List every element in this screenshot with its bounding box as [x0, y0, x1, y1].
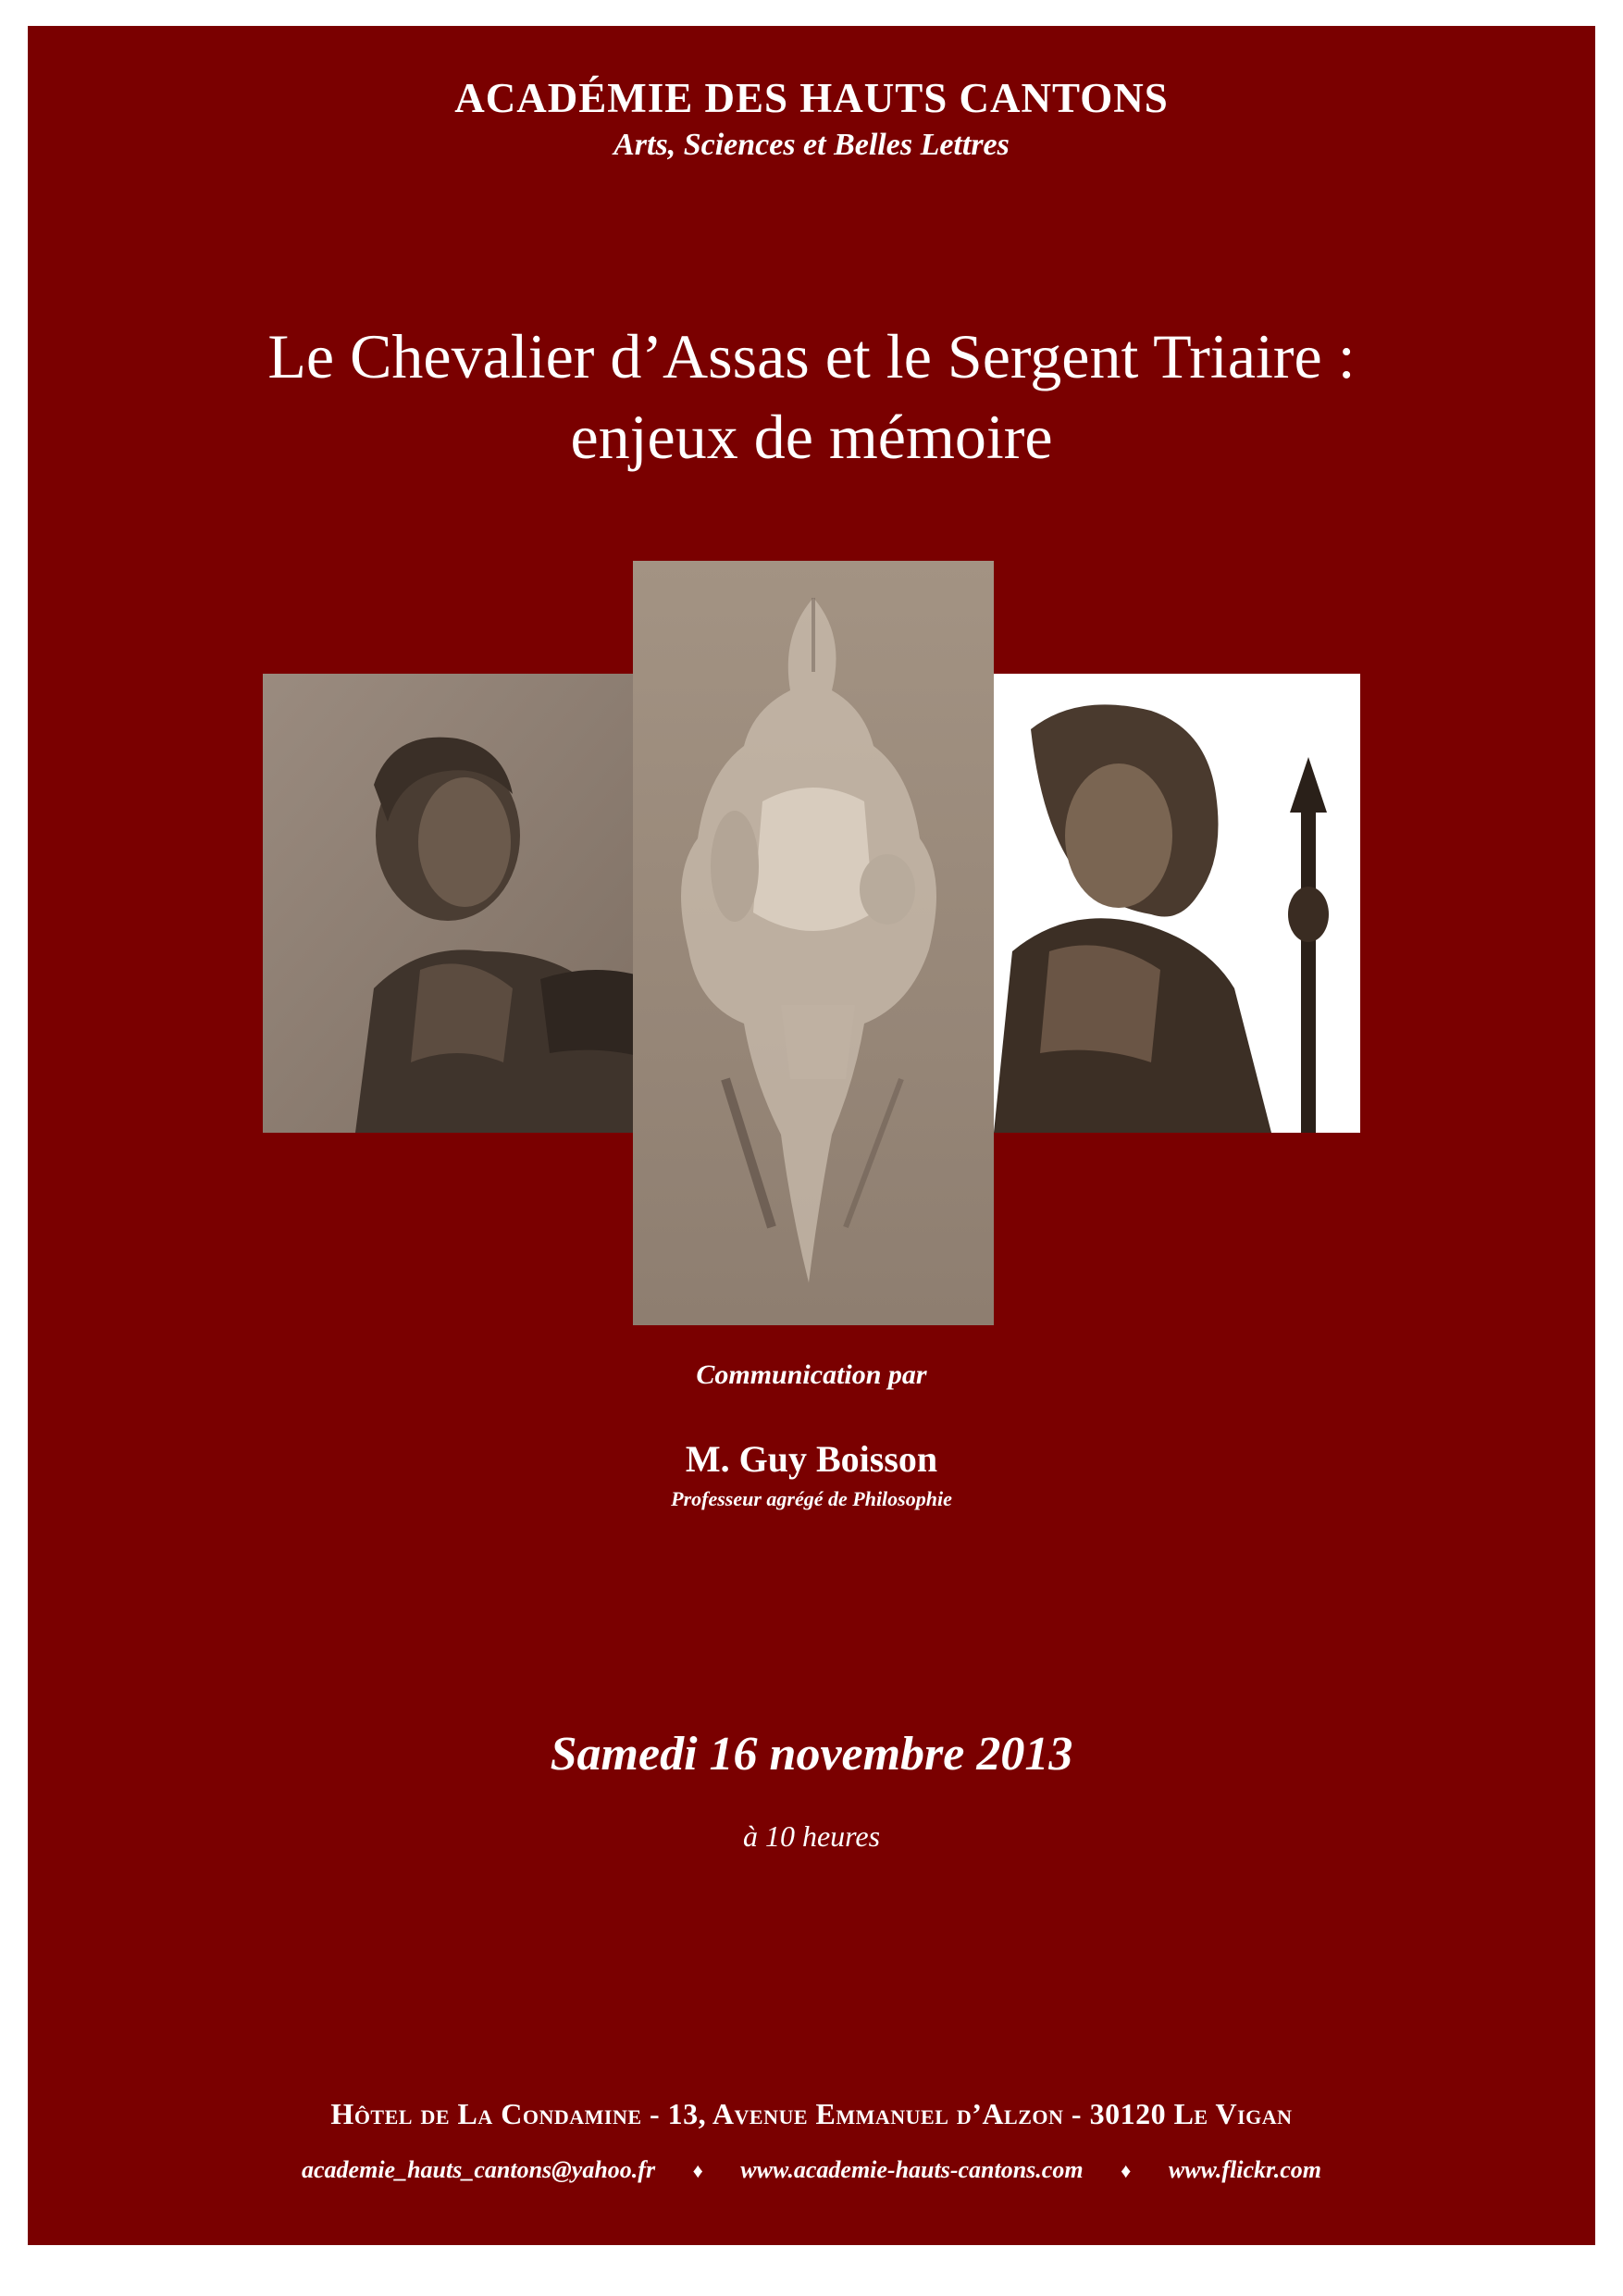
talk-title-line-1: Le Chevalier d’Assas et le Sergent Triaire : [267, 321, 1356, 391]
talk-title-line-2: enjeux de mémoire [570, 402, 1053, 472]
contact-row [28, 2156, 1595, 2184]
flickr-link[interactable]: www.flickr.com [1168, 2156, 1321, 2183]
venue-address: Hôtel de La Condamine - 13, Avenue Emmanuel d’Alzon - 30120 Le Vigan [330, 2097, 1293, 2130]
speaker-title: Professeur agrégé de Philosophie [671, 1487, 952, 1510]
communication-intro: Communication par [696, 1359, 927, 1390]
carved-relief-photo [633, 561, 994, 1325]
website-link[interactable]: www.academie-hauts-cantons.com [740, 2156, 1084, 2183]
event-date: Samedi 16 novembre 2013 [550, 1728, 1073, 1781]
diamond-separator-icon: ♦ [1121, 2159, 1132, 2182]
statue-sergent-photo [994, 674, 1360, 1133]
event-time: à 10 heures [742, 1819, 881, 1853]
speaker-name: M. Guy Boisson [685, 1438, 938, 1480]
academy-tagline: Arts, Sciences et Belles Lettres [613, 128, 1010, 162]
poster [28, 26, 1595, 2245]
diamond-separator-icon: ♦ [692, 2159, 703, 2182]
academy-name: ACADÉMIE DES HAUTS CANTONS [454, 75, 1169, 121]
email-link[interactable]: academie_hauts_cantons@yahoo.fr [302, 2156, 656, 2183]
statue-chevalier-photo [263, 674, 661, 1133]
